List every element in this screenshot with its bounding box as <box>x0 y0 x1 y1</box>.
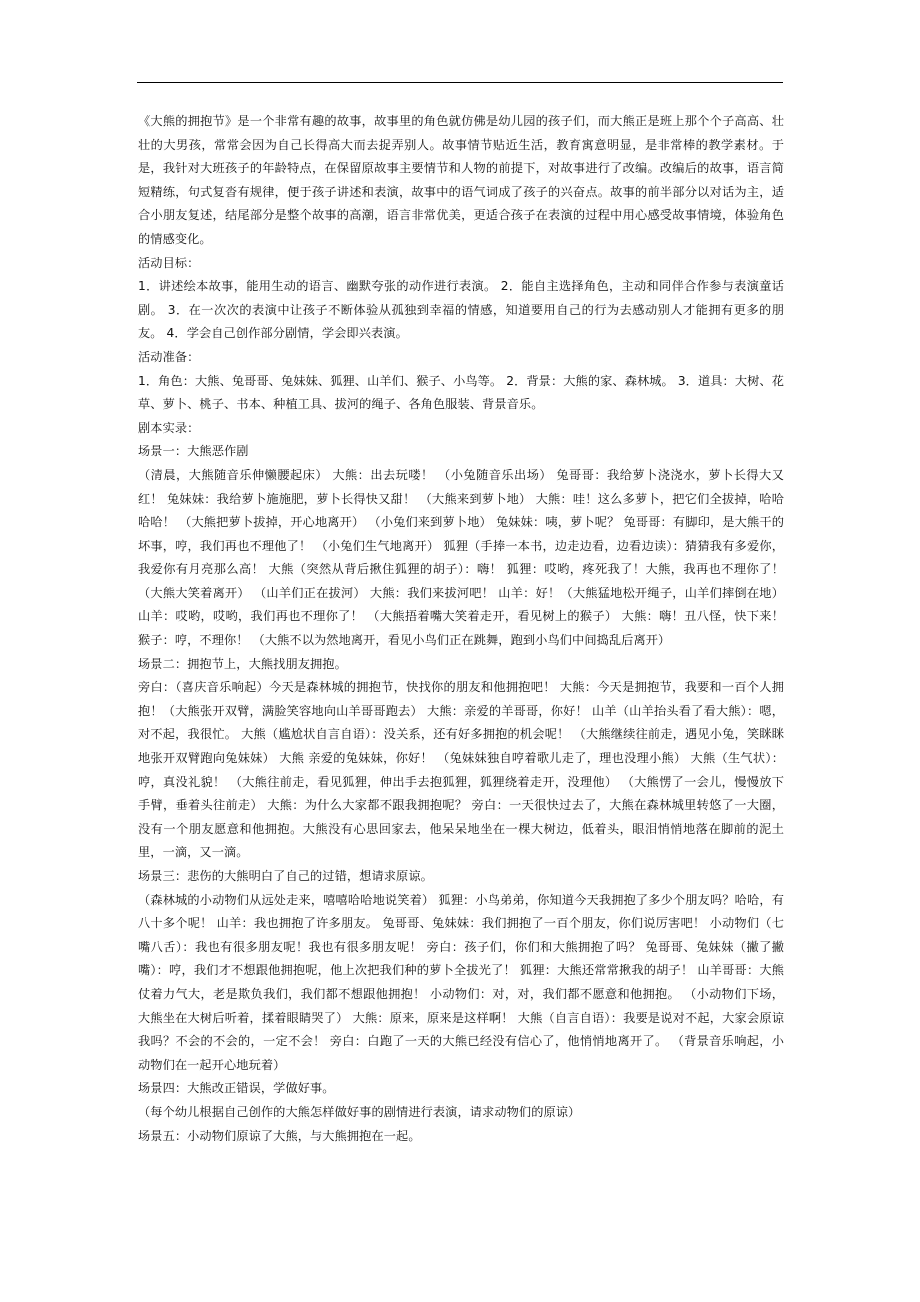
intro-paragraph: 《大熊的拥抱节》是一个非常有趣的故事，故事里的角色就仿佛是幼儿园的孩子们，而大熊正是班上那个个子高高、壮壮的大男孩，常常会因为自己长得高大而去捉弄别人。故事情节贴近生活，教育寓意明显，是非常棒的教学素材。于是，我针对大班孩子的年龄特点，在保留原故事主要情节和人物的前提下，对故事进行了改编。改编后的故事，语言简短精练，句式复沓有规律，便于孩子讲述和表演，故事中的语气词成了孩子的兴奋点。故事的前半部分以对话为主，适合小朋友复述，结尾部分是整个故事的高潮，语言非常优美，更适合孩子在表演的过程中用心感受故事情境，体验角色的情感变化。 <box>138 114 784 246</box>
scene-five-title: 场景五：小动物们原谅了大熊，与大熊拥抱在一起。 <box>138 1128 421 1143</box>
scene-two-title: 场景二：拥抱节上，大熊找朋友拥抱。 <box>138 656 347 671</box>
section-heading-preparation: 活动准备： <box>138 349 200 364</box>
preparation-paragraph: 1．角色：大熊、兔哥哥、兔妹妹、狐狸、山羊们、猴子、小鸟等。 2．背景：大熊的家、森林城。 3．道具：大树、花草、萝卜、桃子、书本、种植工具、拔河的绳子、各角色服装、背景音乐。 <box>138 373 784 412</box>
scene-four-title: 场景四：大熊改正错误，学做好事。 <box>138 1081 335 1096</box>
section-heading-objectives: 活动目标： <box>138 255 200 270</box>
scene-four-paragraph: （每个幼儿根据自己创作的大熊怎样做好事的剧情进行表演，请求动物们的原谅） <box>138 1104 581 1119</box>
scene-three-paragraph: （森林城的小动物们从远处走来，嘻嘻哈哈地说笑着） 狐狸：小鸟弟弟，你知道今天我拥抱了多少个朋友吗？哈哈，有八十多个呢！ 山羊：我也拥抱了许多朋友。 兔哥哥、兔妹妹：我们拥抱了一百个朋友，你们说厉害吧！ 小动物们（七嘴八舌）：我也有很多朋友呢！我也有很多朋友呢！ 旁白：孩子们，你们和大熊拥抱了吗？ 兔哥哥、兔妹妹（撇了撇嘴）：哼，我们才不想跟他拥抱呢，他上次把我们种的萝卜全拔光了！ 狐狸：大熊还常常揪我的胡子！ 山羊哥哥：大熊仗着力气大，老是欺负我们，我们都不想跟他拥抱！ 小动物们：对，对，我们都不愿意和他拥抱。 （小动物们下场，大熊坐在大树后听着，揉着眼睛哭了） 大熊：原来，原来是这样啊！ 大熊（自言自语）：我要是说对不起，大家会原谅我吗？不会的不会的，一定不会！ 旁白：白跑了一天的大熊已经没有信心了，他悄悄地离开了。 （背景音乐响起，小动物们在一起开心地玩着） <box>138 892 784 1072</box>
scene-three-title: 场景三：悲伤的大熊明白了自己的过错，想请求原谅。 <box>138 869 433 883</box>
section-heading-script: 剧本实录： <box>138 420 200 435</box>
document-body <box>138 110 784 1148</box>
scene-one-title: 场景一：大熊恶作剧 <box>138 444 249 459</box>
scene-one-paragraph: （清晨，大熊随音乐伸懒腰起床） 大熊：出去玩喽！ （小兔随音乐出场） 兔哥哥：我给萝卜浇浇水，萝卜长得大又红！ 兔妹妹：我给萝卜施施肥，萝卜长得快又甜！ （大熊来到萝卜地） 大熊：哇！这么多萝卜，把它们全拔掉，哈哈哈哈！ （大熊把萝卜拔掉，开心地离开） （小兔们来到萝卜地） 兔妹妹：咦，萝卜呢？ 兔哥哥：有脚印，是大熊干的坏事，哼，我们再也不理他了！ （小兔们生气地离开） 狐狸（手捧一本书，边走边看，边看边读）：猜猜我有多爱你，我爱你有月亮那么高！ 大熊（突然从背后揪住狐狸的胡子）：嗨！ 狐狸：哎哟，疼死我了！大熊，我再也不理你了！ （大熊大笑着离开） （山羊们正在拔河） 大熊：我们来拔河吧！ 山羊：好！（大熊猛地松开绳子，山羊们摔倒在地） 山羊：哎哟，哎哟，我们再也不理你了！ （大熊捂着嘴大笑着走开，看见树上的猴子） 大熊：嗨！丑八怪，快下来！ 猴子：哼，不理你！ （大熊不以为然地离开，看见小鸟们正在跳舞，跑到小鸟们中间捣乱后离开） <box>138 467 784 648</box>
scene-two-paragraph: 旁白：（喜庆音乐响起）今天是森林城的拥抱节，快找你的朋友和他拥抱吧！ 大熊：今天是拥抱节，我要和一百个人拥抱！（大熊张开双臂，满脸笑容地向山羊哥哥跑去） 大熊：亲爱的羊哥哥，你好！ 山羊（山羊抬头看了看大熊）：嗯，对不起，我很忙。 大熊（尴尬状自言自语）：没关系，还有好多拥抱的机会呢！ （大熊继续往前走，遇见小兔，笑眯眯地张开双臂跑向兔妹妹） 大熊 亲爱的兔妹妹，你好！ （兔妹妹独自哼着歌儿走了，理也没理小熊） 大熊（生气状）：哼，真没礼貌！ （大熊往前走，看见狐狸，伸出手去抱狐狸，狐狸绕着走开，没理他） （大熊愣了一会儿，慢慢放下手臂，垂着头往前走） 大熊：为什么大家都不跟我拥抱呢？ 旁白：一天很快过去了，大熊在森林城里转悠了一大圈，没有一个朋友愿意和他拥抱。大熊没有心思回家去，他呆呆地坐在一棵大树边，低着头，眼泪悄悄地落在脚前的泥土里，一滴，又一滴。 <box>138 680 784 860</box>
objectives-paragraph: 1．讲述绘本故事，能用生动的语言、幽默夸张的动作进行表演。 2．能自主选择角色，主动和同伴合作参与表演童话剧。 3．在一次次的表演中让孩子不断体验从孤独到幸福的情感，知道要用自己的行为去感动别人才能拥有更多的朋友。 4．学会自己创作部分剧情，学会即兴表演。 <box>138 279 784 341</box>
header-rule <box>137 82 783 83</box>
